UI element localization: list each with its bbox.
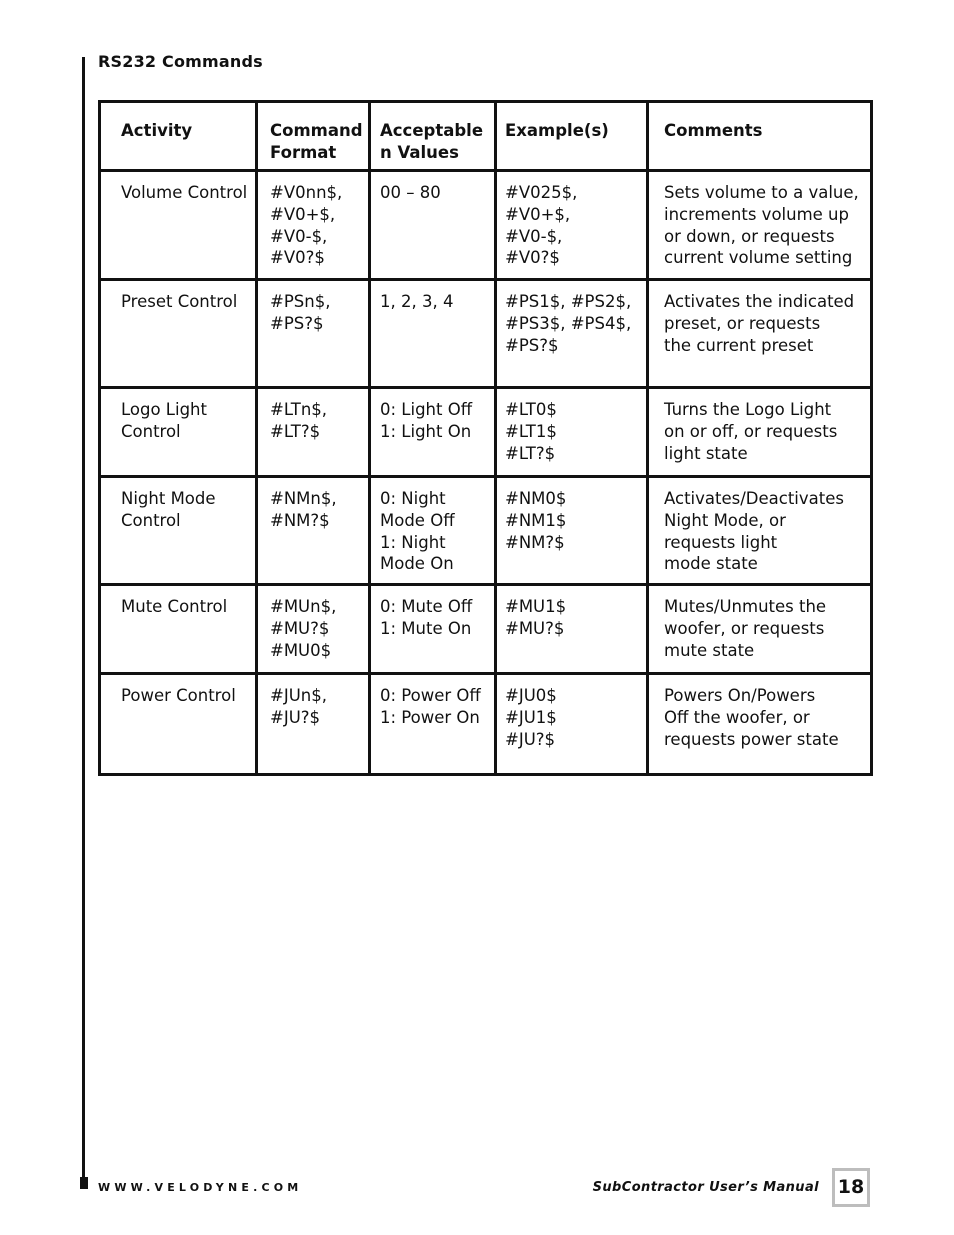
section-title: RS232 Commands (98, 52, 263, 71)
cell-acceptable-values: 0: Light Off 1: Light On (370, 388, 496, 477)
cell-acceptable-values: 1, 2, 3, 4 (370, 280, 496, 388)
page-number-badge (832, 1168, 870, 1207)
cell-command-format: #NMn$, #NM?$ (257, 477, 370, 585)
footer-website: WWW.VELODYNE.COM (98, 1181, 303, 1194)
cell-command-format: #PSn$, #PS?$ (257, 280, 370, 388)
cell-examples: #MU1$ #MU?$ (496, 585, 648, 674)
table-row (100, 674, 872, 775)
cell-comments: Activates the indicated preset, or requests the current preset (648, 280, 872, 388)
cell-examples: #NM0$ #NM1$ #NM?$ (496, 477, 648, 585)
cell-acceptable-values: 00 – 80 (370, 171, 496, 280)
cell-comments: Activates/Deactivates Night Mode, or requests light mode state (648, 477, 872, 585)
cell-activity: Power Control (100, 674, 257, 775)
cell-activity: Night Mode Control (100, 477, 257, 585)
cell-command-format: #V0nn$, #V0+$, #V0-$, #V0?$ (257, 171, 370, 280)
footer-manual-title: SubContractor User’s Manual (592, 1180, 819, 1195)
cell-examples: #V025$, #V0+$, #V0-$, #V0?$ (496, 171, 648, 280)
cell-comments: Sets volume to a value, increments volume up or down, or requests current volume setting (648, 171, 872, 280)
cell-comments: Turns the Logo Light on or off, or requests light state (648, 388, 872, 477)
table-row (100, 280, 872, 388)
cell-examples: #LT0$ #LT1$ #LT?$ (496, 388, 648, 477)
cell-comments: Mutes/Unmutes the woofer, or requests mute state (648, 585, 872, 674)
header-examples: Example(s) (496, 102, 648, 171)
header-activity: Activity (100, 102, 257, 171)
cell-examples: #PS1$, #PS2$, #PS3$, #PS4$, #PS?$ (496, 280, 648, 388)
rs232-commands-table (98, 100, 873, 776)
header-command-format: Command Format (257, 102, 370, 171)
cell-comments: Powers On/Powers Off the woofer, or requests power state (648, 674, 872, 775)
table-header-row (100, 102, 872, 171)
header-comments: Comments (648, 102, 872, 171)
cell-acceptable-values: 0: Night Mode Off 1: Night Mode On (370, 477, 496, 585)
page-number: 18 (835, 1171, 867, 1204)
table-row (100, 477, 872, 585)
cell-command-format: #JUn$, #JU?$ (257, 674, 370, 775)
cell-acceptable-values: 0: Power Off 1: Power On (370, 674, 496, 775)
cell-activity: Mute Control (100, 585, 257, 674)
table-row (100, 171, 872, 280)
cell-activity: Logo Light Control (100, 388, 257, 477)
margin-marker (80, 1177, 88, 1189)
cell-command-format: #LTn$, #LT?$ (257, 388, 370, 477)
cell-command-format: #MUn$, #MU?$ #MU0$ (257, 585, 370, 674)
cell-acceptable-values: 0: Mute Off 1: Mute On (370, 585, 496, 674)
cell-examples: #JU0$ #JU1$ #JU?$ (496, 674, 648, 775)
cell-activity: Preset Control (100, 280, 257, 388)
table-row (100, 388, 872, 477)
header-acceptable-values: Acceptable n Values (370, 102, 496, 171)
margin-rule (82, 57, 85, 1179)
table-row (100, 585, 872, 674)
cell-activity: Volume Control (100, 171, 257, 280)
